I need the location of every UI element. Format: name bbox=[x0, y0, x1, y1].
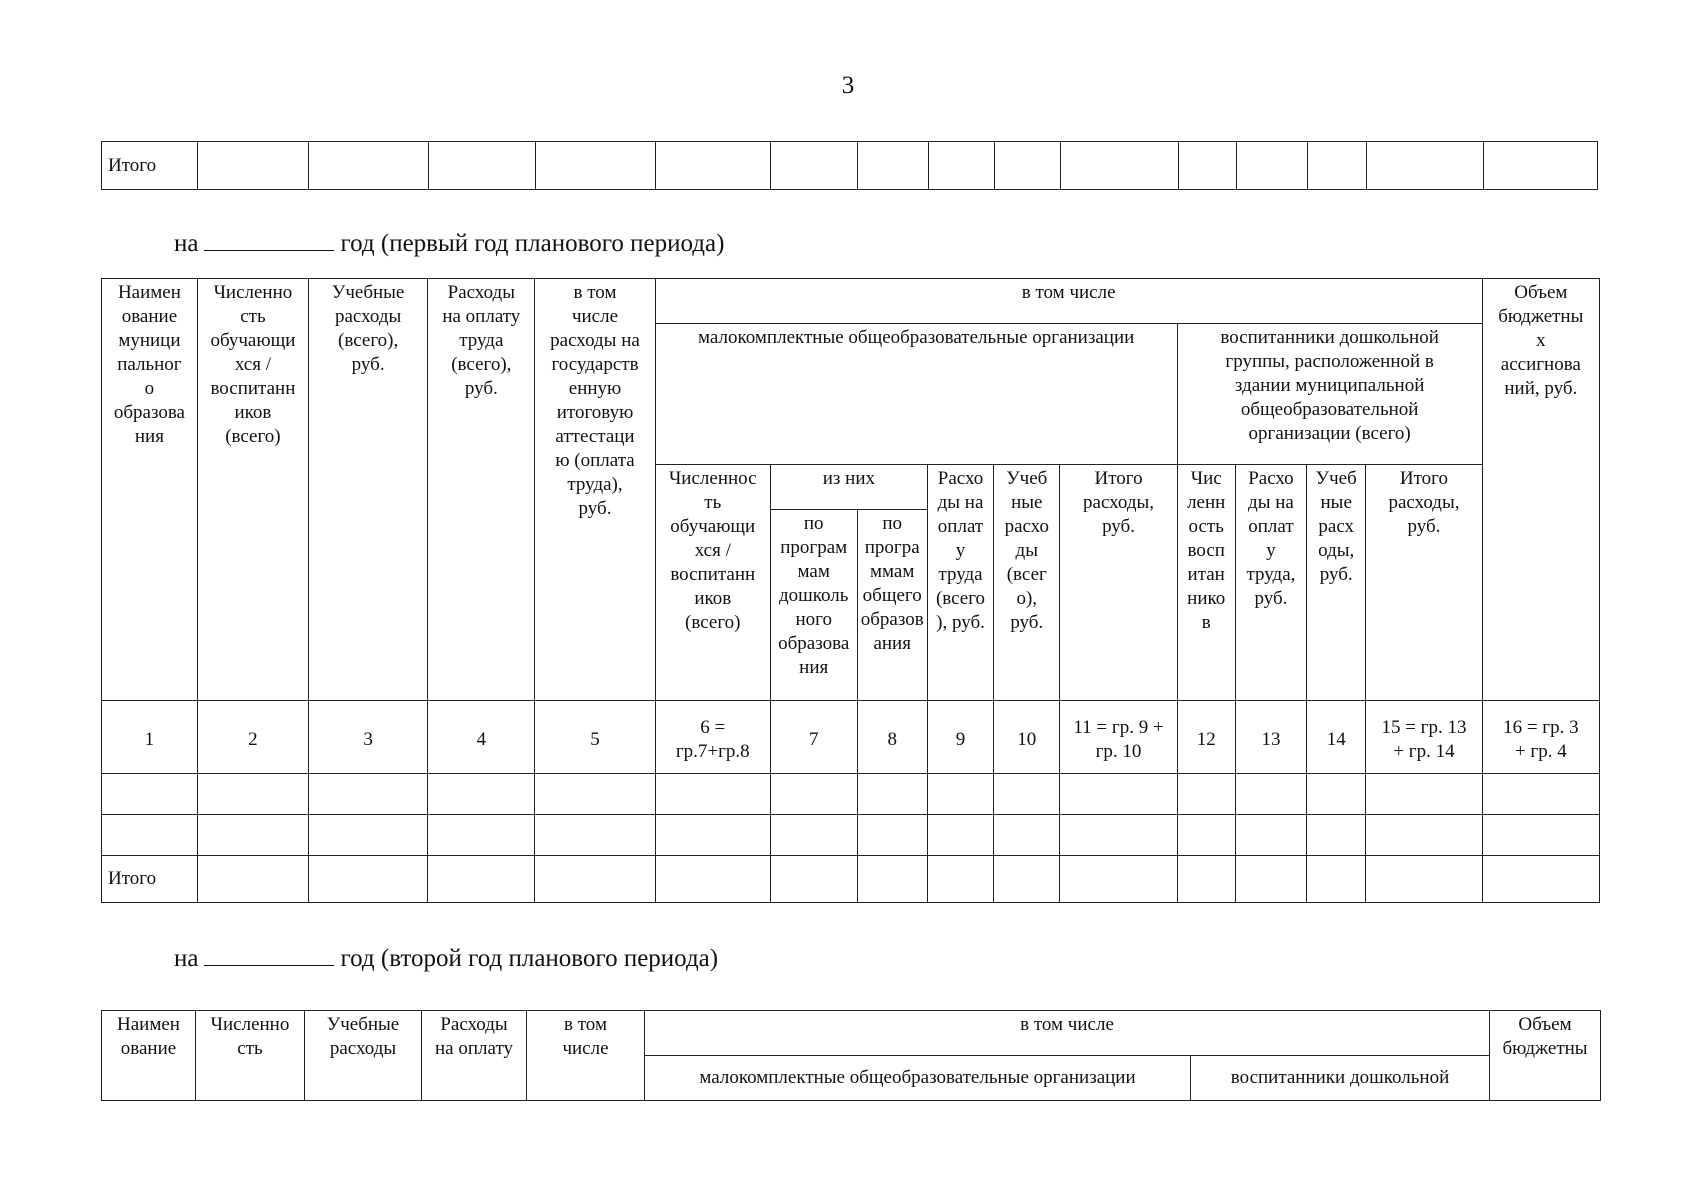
column-number: 7 bbox=[770, 701, 857, 774]
cell[interactable] bbox=[1236, 142, 1307, 190]
cell[interactable] bbox=[858, 142, 928, 190]
cell[interactable] bbox=[1366, 815, 1482, 856]
cell[interactable] bbox=[928, 142, 994, 190]
total-label: Итого bbox=[102, 856, 198, 903]
cell[interactable] bbox=[1235, 856, 1306, 903]
column-number: 4 bbox=[428, 701, 535, 774]
column-number: 3 bbox=[308, 701, 427, 774]
previous-total-table bbox=[101, 141, 1598, 190]
cell[interactable] bbox=[428, 142, 535, 190]
year-blank[interactable] bbox=[204, 230, 334, 251]
cell[interactable] bbox=[309, 142, 428, 190]
header-preschool-group: воспитанники дошкольной bbox=[1191, 1056, 1490, 1101]
cell[interactable] bbox=[1060, 815, 1177, 856]
cell[interactable] bbox=[428, 815, 535, 856]
header-municipality: Наимен ование муници пальног о образова ния bbox=[102, 279, 198, 701]
column-number: 6 = гр.7+гр.8 bbox=[655, 701, 770, 774]
column-number: 1 bbox=[102, 701, 198, 774]
header-pg-edu: Учеб ные расх оды, руб. bbox=[1307, 465, 1366, 701]
cell[interactable] bbox=[102, 774, 198, 815]
column-number: 12 bbox=[1177, 701, 1235, 774]
cell[interactable] bbox=[1235, 774, 1306, 815]
header-sub-count: Численнос ть обучающи хся / воспитанн иков (всего) bbox=[655, 465, 770, 701]
total-row bbox=[102, 856, 1600, 903]
section-heading-second-year: на год (второй год планового периода) bbox=[174, 945, 719, 972]
column-number: 15 = гр. 13 + гр. 14 bbox=[1366, 701, 1482, 774]
total-row bbox=[102, 142, 1598, 190]
header-final-attestation: в том числе расходы на государств енную итоговую аттестаци ю (оплата труда), руб. bbox=[535, 279, 655, 701]
column-number-row bbox=[102, 701, 1600, 774]
header-of-them: из них bbox=[770, 465, 927, 510]
header-labor-expenses: Расходы на оплату bbox=[422, 1011, 527, 1101]
cell[interactable] bbox=[308, 815, 427, 856]
cell[interactable] bbox=[770, 774, 857, 815]
header-preschool-group: воспитанники дошкольной группы, расположенной в здании муниципальной общеобразовательной организации (всего) bbox=[1177, 324, 1482, 465]
cell[interactable] bbox=[535, 142, 655, 190]
cell[interactable] bbox=[197, 856, 308, 903]
header-student-count: Численно сть обучающи хся / воспитанн иков (всего) bbox=[197, 279, 308, 701]
year-blank[interactable] bbox=[204, 945, 334, 966]
column-number: 13 bbox=[1235, 701, 1306, 774]
cell[interactable] bbox=[102, 815, 198, 856]
header-educational-expenses: Учебные расходы bbox=[305, 1011, 422, 1101]
cell[interactable] bbox=[1307, 856, 1366, 903]
header-pg-total: Итого расходы, руб. bbox=[1366, 465, 1482, 701]
cell[interactable] bbox=[428, 856, 535, 903]
header-budget-volume: Объем бюджетны bbox=[1490, 1011, 1601, 1101]
cell[interactable] bbox=[308, 856, 427, 903]
cell[interactable] bbox=[535, 815, 655, 856]
page-number: 3 bbox=[841, 72, 855, 99]
column-number: 10 bbox=[994, 701, 1060, 774]
cell[interactable] bbox=[1367, 142, 1483, 190]
cell[interactable] bbox=[994, 142, 1060, 190]
header-small-organizations: малокомплектные общеобразовательные организации bbox=[655, 324, 1177, 465]
header-final-attestation: в том числе bbox=[527, 1011, 645, 1101]
cell[interactable] bbox=[1483, 142, 1597, 190]
cell[interactable] bbox=[857, 856, 927, 903]
cell[interactable] bbox=[994, 856, 1060, 903]
cell[interactable] bbox=[1060, 774, 1177, 815]
cell[interactable] bbox=[927, 774, 993, 815]
cell[interactable] bbox=[1366, 856, 1482, 903]
header-labor-expenses: Расходы на оплату труда (всего), руб. bbox=[428, 279, 535, 701]
cell[interactable] bbox=[308, 774, 427, 815]
cell[interactable] bbox=[1482, 774, 1599, 815]
cell[interactable] bbox=[428, 774, 535, 815]
header-including: в том числе bbox=[655, 279, 1482, 324]
cell[interactable] bbox=[1366, 774, 1482, 815]
cell[interactable] bbox=[927, 856, 993, 903]
cell[interactable] bbox=[655, 815, 770, 856]
column-number: 11 = гр. 9 + гр. 10 bbox=[1060, 701, 1177, 774]
cell[interactable] bbox=[857, 815, 927, 856]
cell[interactable] bbox=[1482, 815, 1599, 856]
cell[interactable] bbox=[994, 774, 1060, 815]
cell[interactable] bbox=[197, 774, 308, 815]
column-number: 8 bbox=[857, 701, 927, 774]
cell[interactable] bbox=[994, 815, 1060, 856]
cell[interactable] bbox=[1061, 142, 1178, 190]
header-including: в том числе bbox=[645, 1011, 1490, 1056]
cell[interactable] bbox=[1307, 774, 1366, 815]
cell[interactable] bbox=[1177, 815, 1235, 856]
header-budget-volume: Объем бюджетны х ассигнова ний, руб. bbox=[1482, 279, 1599, 701]
cell[interactable] bbox=[1308, 142, 1367, 190]
header-sub-total: Итого расходы, руб. bbox=[1060, 465, 1177, 701]
cell[interactable] bbox=[1235, 815, 1306, 856]
cell[interactable] bbox=[656, 142, 771, 190]
header-municipality: Наимен ование bbox=[102, 1011, 196, 1101]
cell[interactable] bbox=[1060, 856, 1177, 903]
header-sub-labor: Расхо ды на оплат у труда (всего ), руб. bbox=[927, 465, 993, 701]
column-number: 9 bbox=[927, 701, 993, 774]
header-prog-general: по програ ммам общего образов ания bbox=[857, 510, 927, 701]
total-label: Итого bbox=[102, 142, 198, 190]
header-sub-edu: Учеб ные расхо ды (всег о), руб. bbox=[994, 465, 1060, 701]
cell[interactable] bbox=[1177, 856, 1235, 903]
first-year-table bbox=[101, 278, 1600, 903]
cell[interactable] bbox=[655, 856, 770, 903]
header-pg-labor: Расхо ды на оплат у труда, руб. bbox=[1235, 465, 1306, 701]
cell[interactable] bbox=[535, 774, 655, 815]
cell[interactable] bbox=[770, 815, 857, 856]
cell[interactable] bbox=[1482, 856, 1599, 903]
header-pg-count: Чис ленн ость восп итан нико в bbox=[1177, 465, 1235, 701]
cell[interactable] bbox=[1177, 774, 1235, 815]
cell[interactable] bbox=[197, 142, 308, 190]
second-year-table bbox=[101, 1010, 1601, 1101]
cell[interactable] bbox=[655, 774, 770, 815]
cell[interactable] bbox=[535, 856, 655, 903]
header-small-organizations: малокомплектные общеобразовательные организации bbox=[645, 1056, 1191, 1101]
column-number: 5 bbox=[535, 701, 655, 774]
cell[interactable] bbox=[1307, 815, 1366, 856]
cell[interactable] bbox=[197, 815, 308, 856]
table-row bbox=[102, 815, 1600, 856]
header-prog-preschool: по програм мам дошколь ного образова ния bbox=[770, 510, 857, 701]
cell[interactable] bbox=[857, 774, 927, 815]
cell[interactable] bbox=[771, 142, 858, 190]
header-educational-expenses: Учебные расходы (всего), руб. bbox=[308, 279, 427, 701]
table-row bbox=[102, 774, 1600, 815]
cell[interactable] bbox=[770, 856, 857, 903]
cell[interactable] bbox=[1178, 142, 1236, 190]
column-number: 2 bbox=[197, 701, 308, 774]
cell[interactable] bbox=[927, 815, 993, 856]
column-number: 14 bbox=[1307, 701, 1366, 774]
column-number: 16 = гр. 3 + гр. 4 bbox=[1482, 701, 1599, 774]
header-student-count: Численно сть bbox=[196, 1011, 305, 1101]
section-heading-first-year: на год (первый год планового периода) bbox=[174, 230, 725, 257]
